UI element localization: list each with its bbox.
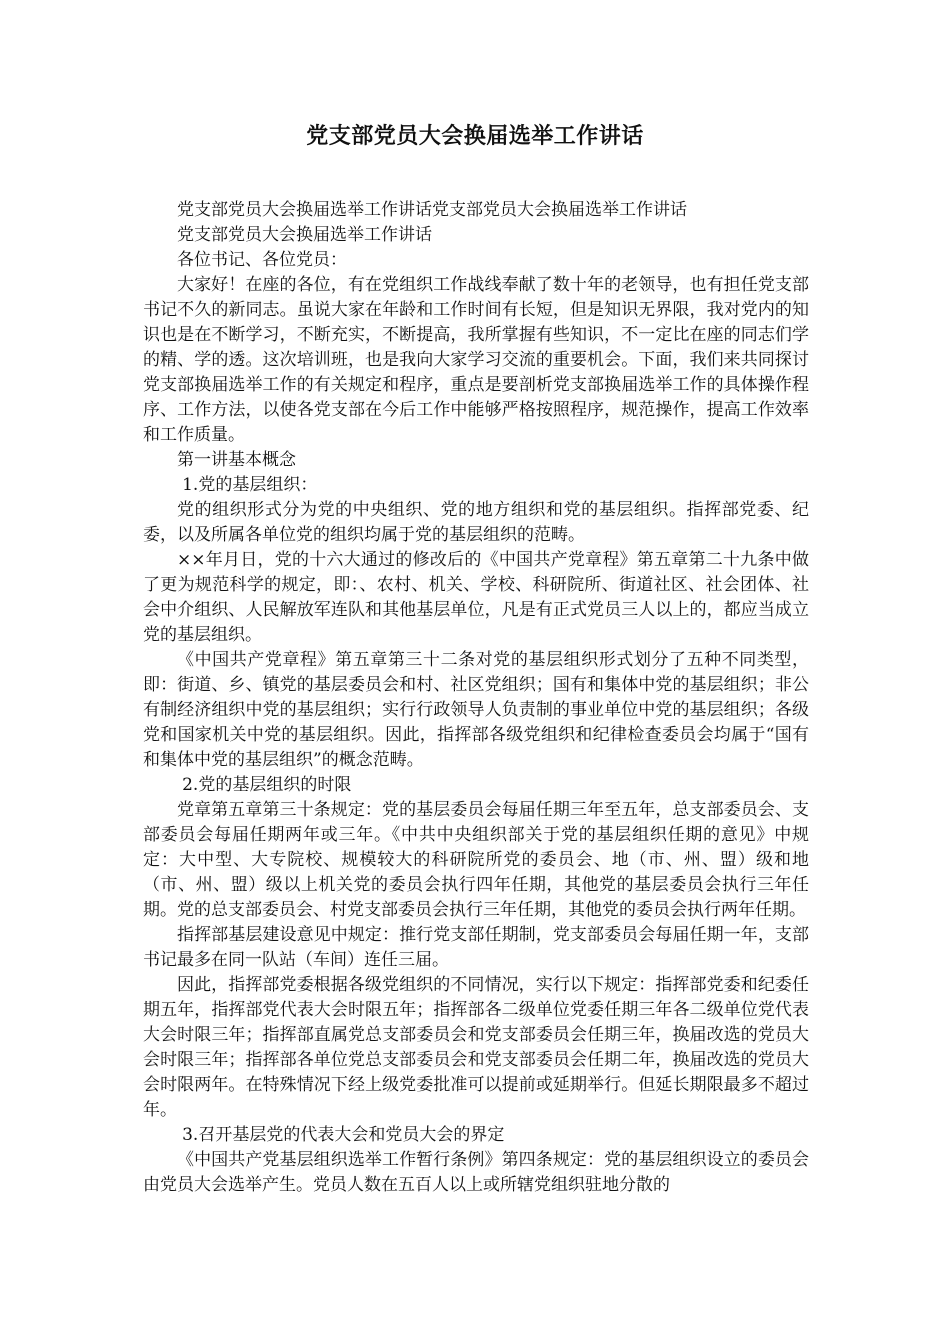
salutation: 各位书记、各位党员： [177, 250, 347, 270]
paragraph: 党章第五章第三十条规定：党的基层委员会每届任期三年至五年，总支部委员会、支部委员会每届任期两年或三年。《中共中央组织部关于党的基层组织任期的意见》中规定：大中型、大专院校、规模较大的科研院所党的委员会、地（市、州、盟）级和地（市、州、盟）级以上机关党的委员会执行四年任期，其他党的基层委员会执行三年任期。党的总支部委员会、村党支部委员会执行三年任期，其他党的委员会执行两年任期。 [143, 800, 809, 920]
paragraph: 大家好！在座的各位，有在党组织工作战线奉献了数十年的老领导，也有担任党支部书记不久的新同志。虽说大家在年龄和工作时间有长短，但是知识无界限，我对党内的知识也是在不断学习，不断充实，不断提高，我所掌握有些知识，不一定比在座的同志们学的精、学的透。这次培训班，也是我向大家学习交流的重要机会。下面，我们来共同探讨党支部换届选举工作的有关规定和程序，重点是要剖析党支部换届选举工作的具体操作程序、工作方法，以使各党支部在今后工作中能够严格按照程序，规范操作，提高工作效率和工作质量。 [143, 275, 809, 445]
paragraph: 党的组织形式分为党的中央组织、党的地方组织和党的基层组织。指挥部党委、纪委，以及所属各单位党的组织均属于党的基层组织的范畴。 [143, 500, 809, 545]
section-heading: 第一讲基本概念 [177, 450, 296, 470]
subheading: 2.党的基层组织的时限 [182, 775, 352, 795]
subheading: 1.党的基层组织： [182, 475, 318, 495]
paragraph: 党支部党员大会换届选举工作讲话 [177, 225, 432, 245]
paragraph: 《中国共产党基层组织选举工作暂行条例》第四条规定：党的基层组织设立的委员会由党员大会选举产生。党员人数在五百人以上或所辖党组织驻地分散的 [143, 1150, 809, 1195]
paragraph: 《中国共产党章程》第五章第三十二条对党的基层组织形式划分了五种不同类型，即：街道、乡、镇党的基层委员会和村、社区党组织；国有和集体中党的基层组织；非公有制经济组织中党的基层组织；实行行政领导人负责制的事业单位中党的基层组织；各级党和国家机关中党的基层组织。因此，指挥部各级党组织和纪律检查委员会均属于“国有和集体中党的基层组织”的概念范畴。 [143, 650, 809, 770]
paragraph: ××年月日，党的十六大通过的修改后的《中国共产党章程》第五章第二十九条中做了更为规范科学的规定，即：、农村、机关、学校、科研院所、街道社区、社会团体、社会中介组织、人民解放军连队和其他基层单位，凡是有正式党员三人以上的，都应当成立党的基层组织。 [143, 550, 809, 645]
subheading: 3.召开基层党的代表大会和党员大会的界定 [182, 1125, 505, 1145]
document-body [143, 198, 809, 1198]
document-title: 党支部党员大会换届选举工作讲话 [306, 123, 644, 149]
paragraph: 党支部党员大会换届选举工作讲话党支部党员大会换届选举工作讲话 [177, 200, 687, 220]
paragraph: 指挥部基层建设意见中规定：推行党支部任期制，党支部委员会每届任期一年，支部书记最多在同一队站（车间）连任三届。 [143, 925, 809, 970]
paragraph: 因此，指挥部党委根据各级党组织的不同情况，实行以下规定：指挥部党委和纪委任期五年，指挥部党代表大会时限五年；指挥部各二级单位党委任期三年各二级单位党代表大会时限三年；指挥部直属党总支部委员会和党支部委员会任期三年，换届改选的党员大会时限三年；指挥部各单位党总支部委员会和党支部委员会任期二年，换届改选的党员大会时限两年。在特殊情况下经上级党委批准可以提前或延期举行。但延长期限最多不超过年。 [143, 975, 809, 1120]
